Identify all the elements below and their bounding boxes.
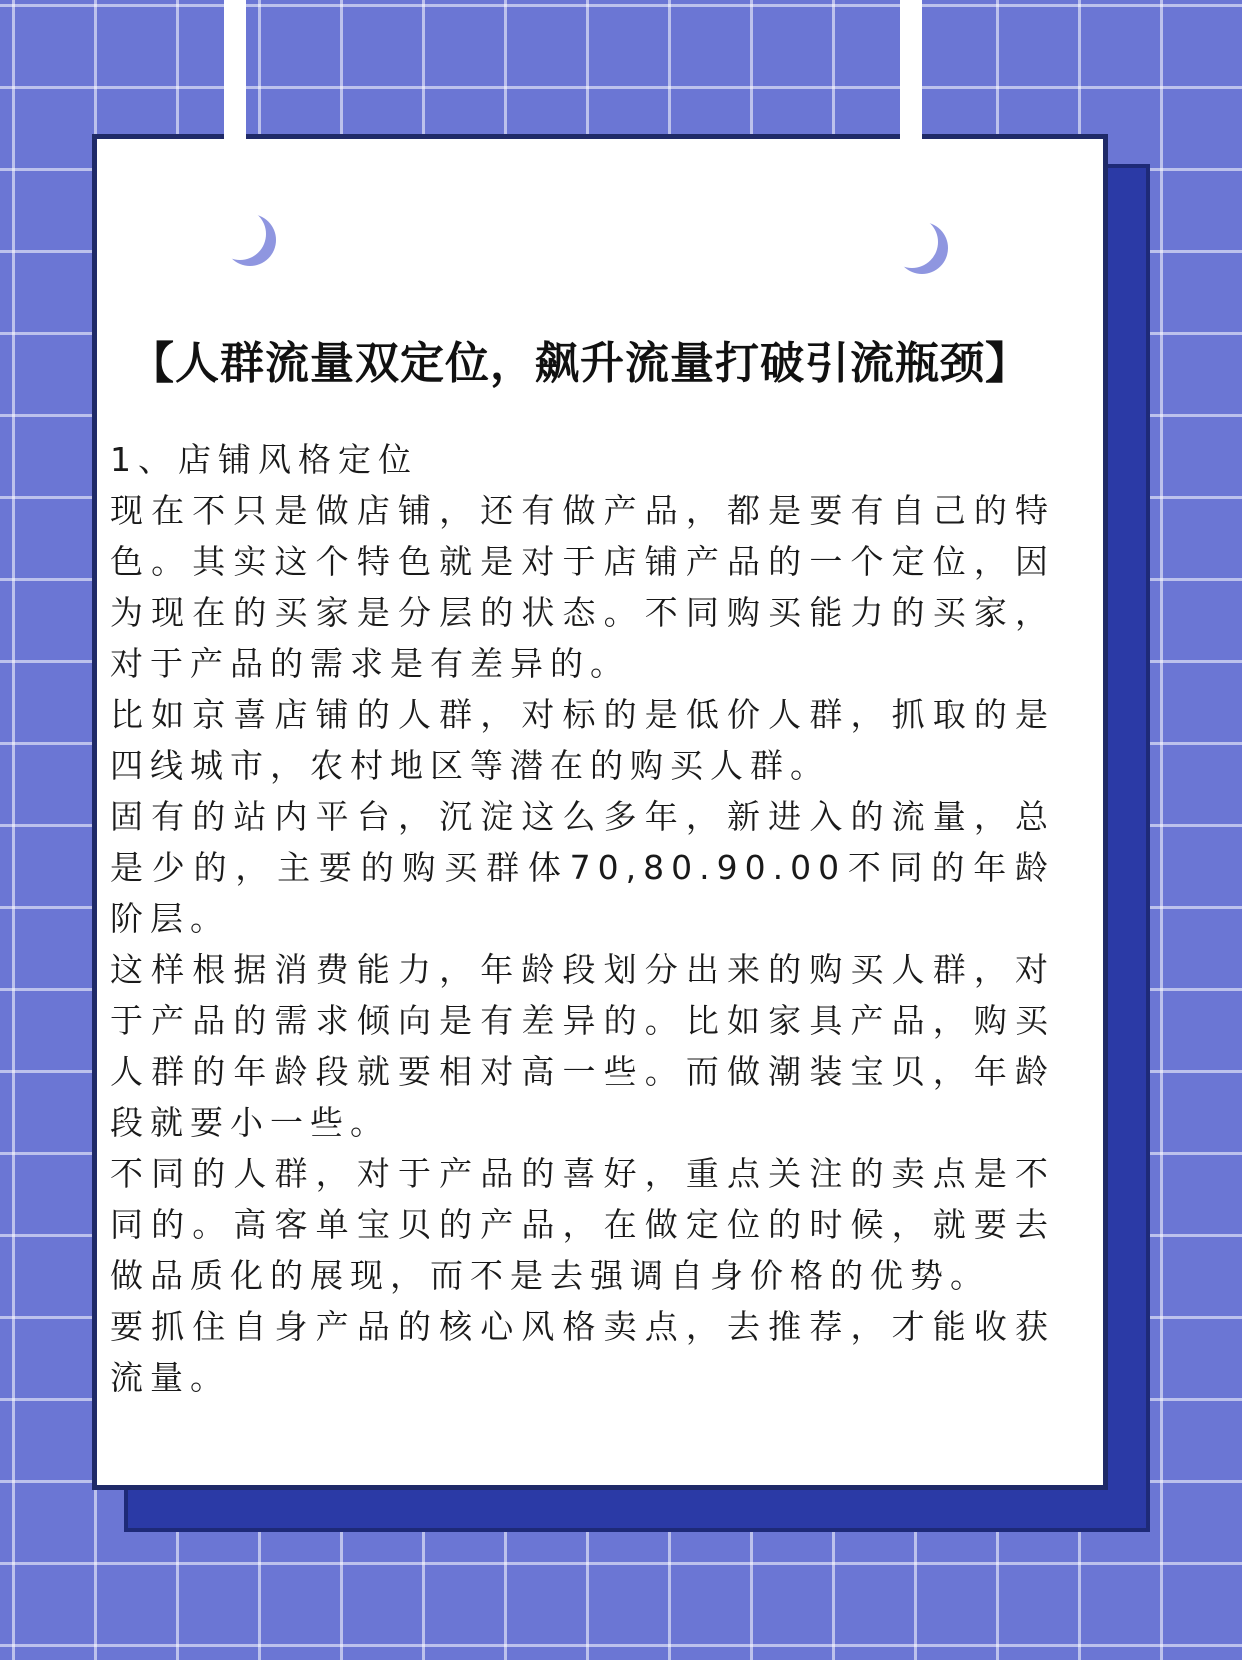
paragraph: 这样根据消费能力，年龄段划分出来的购买人群，对于产品的需求倾向是有差异的。比如家具产品，购买人群的年龄段就要相对高一些。而做潮装宝贝，年龄段就要小一些。 xyxy=(110,950,1055,1142)
paragraph: 要抓住自身产品的核心风格卖点，去推荐，才能收获流量。 xyxy=(110,1307,1055,1397)
hanging-strip-left xyxy=(224,0,246,142)
page-title: 【人群流量双定位，飙升流量打破引流瓶颈】 xyxy=(130,338,1030,389)
crescent-moon-icon xyxy=(886,216,938,268)
crescent-moon-icon xyxy=(214,208,266,260)
paragraph: 现在不只是做店铺，还有做产品，都是要有自己的特色。其实这个特色就是对于店铺产品的一个定位，因为现在的买家是分层的状态。不同购买能力的买家，对于产品的需求是有差异的。 xyxy=(110,491,1055,683)
hanging-strip-right xyxy=(900,0,922,142)
section-heading: 1、店铺风格定位 xyxy=(110,440,418,479)
paragraph: 不同的人群，对于产品的喜好，重点关注的卖点是不同的。高客单宝贝的产品，在做定位的时候，就要去做品质化的展现，而不是去强调自身价格的优势。 xyxy=(110,1154,1055,1295)
article-body xyxy=(110,434,1055,1403)
paragraph: 比如京喜店铺的人群，对标的是低价人群，抓取的是四线城市，农村地区等潜在的购买人群。 xyxy=(110,695,1055,785)
paragraph: 固有的站内平台，沉淀这么多年，新进入的流量，总是少的，主要的购买群体70,80.90.00不同的年龄阶层。 xyxy=(110,797,1055,938)
